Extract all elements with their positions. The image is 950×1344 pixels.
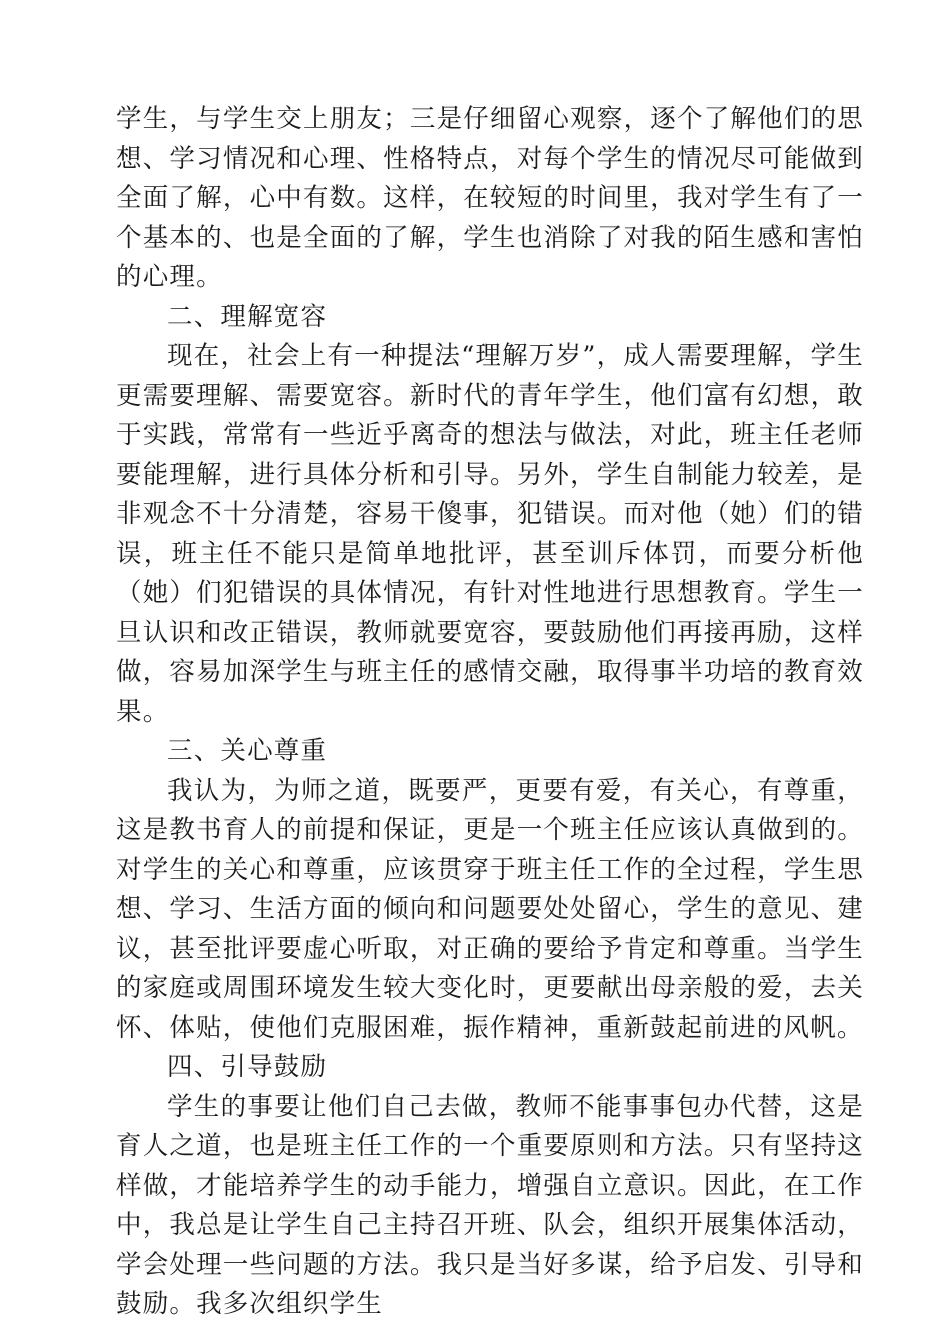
section-paragraph-understanding-tolerance: 现在，社会上有一种提法“理解万岁”，成人需要理解，学生更需要理解、需要宽容。新时代的青年学生，他们富有幻想，敢于实践，常常有一些近乎离奇的想法与做法，对此，班主任老师要能理解，进行具体分析和引导。另外，学生自制能力较差，是非观念不十分清楚，容易干傻事，犯错误。而对他（她）们的错误，班主任不能只是简单地批评，甚至训斥体罚，而要分析他（她）们犯错误的具体情况，有针对性地进行思想教育。学生一旦认识和改正错误，教师就要宽容，要鼓励他们再接再励，这样做，容易加深学生与班主任的感情交融，取得事半功培的教育效果。: [116, 341, 864, 727]
section-paragraph-guide-encourage: 学生的事要让他们自己去做，教师不能事事包办代替，这是育人之道，也是班主任工作的一个重要原则和方法。只有坚持这样做，才能培养学生的动手能力，增强自立意识。因此，在工作中，我总是让学生自己主持召开班、队会，组织开展集体活动，学会处理一些问题的方法。我只是当好多谋，给予启发、引导和鼓励。我多次组织学生: [116, 1091, 864, 1319]
section-paragraph-care-respect: 我认为，为师之道，既要严，更要有爱，有关心，有尊重，这是教书育人的前提和保证，更是一个班主任应该认真做到的。对学生的关心和尊重，应该贯穿于班主任工作的全过程，学生思想、学习、生活方面的倾向和问题要处处留心，学生的意见、建议，甚至批评要虚心听取，对正确的要给予肯定和尊重。当学生的家庭或周围环境发生较大变化时，更要献出母亲般的爱，去关怀、体贴，使他们克服困难，振作精神，重新鼓起前进的风帆。: [116, 775, 864, 1043]
paragraph-continued: 学生，与学生交上朋友；三是仔细留心观察，逐个了解他们的思想、学习情况和心理、性格特点，对每个学生的情况尽可能做到全面了解，心中有数。这样，在较短的时间里，我对学生有了一个基本的、也是全面的了解，学生也消除了对我的陌生感和害怕的心理。: [116, 104, 864, 292]
section-heading-guide-encourage: 四、引导鼓励: [167, 1052, 328, 1082]
section-heading-understanding-tolerance: 二、理解宽容: [167, 301, 328, 332]
document-body: [116, 100, 864, 1325]
section-heading-care-respect: 三、关心尊重: [167, 736, 328, 766]
